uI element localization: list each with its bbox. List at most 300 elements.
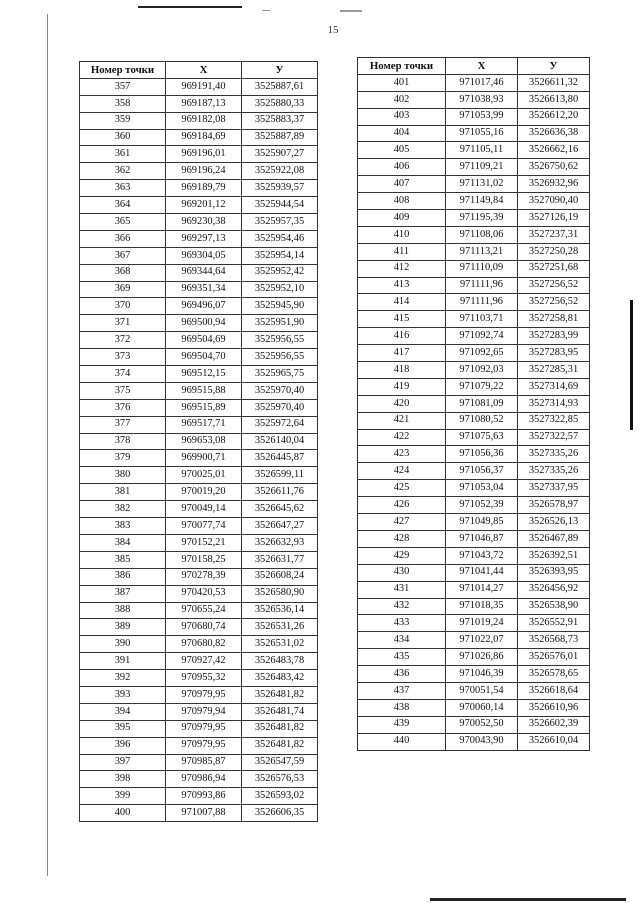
y-coordinate-cell: 3525887,89 — [242, 129, 318, 146]
y-coordinate-cell: 3525880,33 — [242, 95, 318, 112]
table-row — [358, 395, 590, 412]
y-coordinate-cell: 3527258,81 — [518, 311, 590, 328]
point-number-cell: 365 — [80, 214, 166, 231]
table-row — [358, 210, 590, 227]
point-number-cell: 390 — [80, 636, 166, 653]
y-coordinate-cell: 3526392,51 — [518, 547, 590, 564]
x-coordinate-cell: 971052,39 — [446, 497, 518, 514]
point-number-cell: 436 — [358, 666, 446, 683]
y-coordinate-cell: 3526606,35 — [242, 805, 318, 822]
point-number-cell: 430 — [358, 564, 446, 581]
point-number-cell: 368 — [80, 264, 166, 281]
y-coordinate-cell: 3527090,40 — [518, 193, 590, 210]
table-row — [80, 737, 318, 754]
table-row — [358, 193, 590, 210]
point-number-cell: 373 — [80, 349, 166, 366]
table-row — [358, 412, 590, 429]
y-coordinate-cell: 3526632,93 — [242, 534, 318, 551]
x-coordinate-cell: 971195,39 — [446, 210, 518, 227]
y-coordinate-cell: 3525944,54 — [242, 197, 318, 214]
y-coordinate-cell: 3526578,97 — [518, 497, 590, 514]
table-row — [80, 129, 318, 146]
x-coordinate-cell: 970049,14 — [166, 501, 242, 518]
y-coordinate-cell: 3525957,35 — [242, 214, 318, 231]
y-coordinate-cell: 3526536,14 — [242, 602, 318, 619]
x-coordinate-cell: 970158,25 — [166, 551, 242, 568]
scan-speck — [340, 10, 362, 12]
y-coordinate-cell: 3526611,32 — [518, 74, 590, 91]
y-coordinate-cell: 3525956,55 — [242, 349, 318, 366]
column-header-point-number: Номер точки — [80, 62, 166, 79]
x-coordinate-cell: 971026,86 — [446, 649, 518, 666]
table-row — [358, 277, 590, 294]
x-coordinate-cell: 971080,52 — [446, 412, 518, 429]
table-row — [80, 247, 318, 264]
table-row — [80, 720, 318, 737]
point-number-cell: 403 — [358, 108, 446, 125]
x-coordinate-cell: 970986,94 — [166, 771, 242, 788]
y-coordinate-cell: 3525945,90 — [242, 298, 318, 315]
point-number-cell: 394 — [80, 703, 166, 720]
table-row — [80, 146, 318, 163]
point-number-cell: 363 — [80, 180, 166, 197]
point-number-cell: 372 — [80, 332, 166, 349]
point-number-cell: 438 — [358, 699, 446, 716]
table-row — [80, 670, 318, 687]
point-number-cell: 432 — [358, 598, 446, 615]
x-coordinate-cell: 971056,36 — [446, 446, 518, 463]
point-number-cell: 396 — [80, 737, 166, 754]
point-number-cell: 409 — [358, 210, 446, 227]
table-row — [80, 298, 318, 315]
table-row — [358, 91, 590, 108]
column-header-y: У — [518, 58, 590, 75]
table-row — [80, 636, 318, 653]
point-number-cell: 386 — [80, 568, 166, 585]
point-number-cell: 359 — [80, 112, 166, 129]
y-coordinate-cell: 3526578,65 — [518, 666, 590, 683]
table-row — [80, 805, 318, 822]
table-row — [358, 429, 590, 446]
y-coordinate-cell: 3526631,77 — [242, 551, 318, 568]
column-header-x: X — [166, 62, 242, 79]
table-row — [80, 686, 318, 703]
table-row — [80, 264, 318, 281]
x-coordinate-cell: 971108,06 — [446, 226, 518, 243]
y-coordinate-cell: 3525952,42 — [242, 264, 318, 281]
page-number: 15 — [327, 24, 339, 36]
table-row — [80, 197, 318, 214]
point-number-cell: 426 — [358, 497, 446, 514]
point-number-cell: 398 — [80, 771, 166, 788]
table-row — [80, 366, 318, 383]
point-number-cell: 410 — [358, 226, 446, 243]
y-coordinate-cell: 3526481,82 — [242, 686, 318, 703]
point-number-cell: 417 — [358, 345, 446, 362]
table-row — [358, 733, 590, 750]
table-row — [358, 699, 590, 716]
column-header-x: X — [446, 58, 518, 75]
y-coordinate-cell: 3526645,62 — [242, 501, 318, 518]
point-number-cell: 439 — [358, 716, 446, 733]
point-number-cell: 419 — [358, 378, 446, 395]
x-coordinate-cell: 969512,15 — [166, 366, 242, 383]
x-coordinate-cell: 971046,39 — [446, 666, 518, 683]
table-row — [358, 108, 590, 125]
table-row — [358, 446, 590, 463]
point-number-cell: 395 — [80, 720, 166, 737]
point-number-cell: 367 — [80, 247, 166, 264]
x-coordinate-cell: 971049,85 — [446, 514, 518, 531]
y-coordinate-cell: 3526613,80 — [518, 91, 590, 108]
point-number-cell: 405 — [358, 142, 446, 159]
table-row — [80, 416, 318, 433]
table-row — [358, 378, 590, 395]
x-coordinate-cell: 969304,05 — [166, 247, 242, 264]
y-coordinate-cell: 3527256,52 — [518, 277, 590, 294]
table-row — [80, 467, 318, 484]
scan-right-edge-bar — [630, 300, 633, 430]
y-coordinate-cell: 3526481,82 — [242, 737, 318, 754]
x-coordinate-cell: 971111,96 — [446, 277, 518, 294]
x-coordinate-cell: 969900,71 — [166, 450, 242, 467]
x-coordinate-cell: 969500,94 — [166, 315, 242, 332]
point-number-cell: 408 — [358, 193, 446, 210]
x-coordinate-cell: 970025,01 — [166, 467, 242, 484]
x-coordinate-cell: 971018,35 — [446, 598, 518, 615]
point-number-cell: 397 — [80, 754, 166, 771]
y-coordinate-cell: 3527335,26 — [518, 446, 590, 463]
table-row — [358, 497, 590, 514]
scan-top-rule — [138, 6, 242, 8]
y-coordinate-cell: 3525887,61 — [242, 78, 318, 95]
x-coordinate-cell: 971038,93 — [446, 91, 518, 108]
x-coordinate-cell: 969517,71 — [166, 416, 242, 433]
table-row — [358, 649, 590, 666]
x-coordinate-cell: 969230,38 — [166, 214, 242, 231]
x-coordinate-cell: 969504,70 — [166, 349, 242, 366]
table-row — [358, 142, 590, 159]
y-coordinate-cell: 3527314,69 — [518, 378, 590, 395]
table-row — [80, 501, 318, 518]
x-coordinate-cell: 969297,13 — [166, 230, 242, 247]
point-number-cell: 378 — [80, 433, 166, 450]
table-row — [358, 581, 590, 598]
x-coordinate-cell: 969515,88 — [166, 382, 242, 399]
x-coordinate-cell: 969351,34 — [166, 281, 242, 298]
table-row — [80, 585, 318, 602]
x-coordinate-cell: 971103,71 — [446, 311, 518, 328]
y-coordinate-cell: 3526445,87 — [242, 450, 318, 467]
y-coordinate-cell: 3525970,40 — [242, 382, 318, 399]
y-coordinate-cell: 3526467,89 — [518, 530, 590, 547]
x-coordinate-cell: 969189,79 — [166, 180, 242, 197]
y-coordinate-cell: 3527250,28 — [518, 243, 590, 260]
x-coordinate-cell: 970680,74 — [166, 619, 242, 636]
table-row — [358, 311, 590, 328]
point-number-cell: 423 — [358, 446, 446, 463]
y-coordinate-cell: 3525939,57 — [242, 180, 318, 197]
x-coordinate-cell: 970655,24 — [166, 602, 242, 619]
point-number-cell: 440 — [358, 733, 446, 750]
x-coordinate-cell: 970979,95 — [166, 737, 242, 754]
x-coordinate-cell: 971053,99 — [446, 108, 518, 125]
point-number-cell: 379 — [80, 450, 166, 467]
table-body-right — [358, 74, 590, 750]
table-row — [80, 450, 318, 467]
table-row — [358, 632, 590, 649]
y-coordinate-cell: 3526552,91 — [518, 615, 590, 632]
table-row — [80, 95, 318, 112]
y-coordinate-cell: 3526538,90 — [518, 598, 590, 615]
x-coordinate-cell: 971043,72 — [446, 547, 518, 564]
point-number-cell: 414 — [358, 294, 446, 311]
x-coordinate-cell: 971092,65 — [446, 345, 518, 362]
table-header-row — [80, 62, 318, 79]
point-number-cell: 401 — [358, 74, 446, 91]
y-coordinate-cell: 3525952,10 — [242, 281, 318, 298]
y-coordinate-cell: 3526612,20 — [518, 108, 590, 125]
x-coordinate-cell: 971109,21 — [446, 159, 518, 176]
y-coordinate-cell: 3527126,19 — [518, 210, 590, 227]
table-row — [80, 180, 318, 197]
point-number-cell: 413 — [358, 277, 446, 294]
point-number-cell: 366 — [80, 230, 166, 247]
y-coordinate-cell: 3526932,96 — [518, 176, 590, 193]
column-header-y: У — [242, 62, 318, 79]
x-coordinate-cell: 971055,16 — [446, 125, 518, 142]
point-number-cell: 362 — [80, 163, 166, 180]
y-coordinate-cell: 3526576,01 — [518, 649, 590, 666]
point-number-cell: 384 — [80, 534, 166, 551]
table-row — [80, 163, 318, 180]
y-coordinate-cell: 3525970,40 — [242, 399, 318, 416]
x-coordinate-cell: 970927,42 — [166, 653, 242, 670]
table-row — [358, 480, 590, 497]
table-row — [358, 226, 590, 243]
y-coordinate-cell: 3525954,14 — [242, 247, 318, 264]
x-coordinate-cell: 970051,54 — [446, 682, 518, 699]
point-number-cell: 428 — [358, 530, 446, 547]
y-coordinate-cell: 3527337,95 — [518, 480, 590, 497]
y-coordinate-cell: 3527283,95 — [518, 345, 590, 362]
y-coordinate-cell: 3525951,90 — [242, 315, 318, 332]
y-coordinate-cell: 3527251,68 — [518, 260, 590, 277]
point-number-cell: 399 — [80, 788, 166, 805]
point-number-cell: 364 — [80, 197, 166, 214]
table-row — [358, 716, 590, 733]
point-number-cell: 375 — [80, 382, 166, 399]
table-row — [358, 682, 590, 699]
table-row — [80, 551, 318, 568]
table-row — [358, 463, 590, 480]
table-row — [358, 615, 590, 632]
point-number-cell: 406 — [358, 159, 446, 176]
x-coordinate-cell: 970955,32 — [166, 670, 242, 687]
point-number-cell: 385 — [80, 551, 166, 568]
x-coordinate-cell: 970985,87 — [166, 754, 242, 771]
y-coordinate-cell: 3526593,02 — [242, 788, 318, 805]
table-row — [80, 281, 318, 298]
x-coordinate-cell: 971019,24 — [446, 615, 518, 632]
point-number-cell: 389 — [80, 619, 166, 636]
x-coordinate-cell: 969504,69 — [166, 332, 242, 349]
column-header-point-number: Номер точки — [358, 58, 446, 75]
table-body-left — [80, 78, 318, 821]
x-coordinate-cell: 971017,46 — [446, 74, 518, 91]
table-row — [358, 564, 590, 581]
x-coordinate-cell: 970077,74 — [166, 518, 242, 535]
x-coordinate-cell: 971053,04 — [446, 480, 518, 497]
x-coordinate-cell: 969496,07 — [166, 298, 242, 315]
point-number-cell: 358 — [80, 95, 166, 112]
y-coordinate-cell: 3527285,31 — [518, 362, 590, 379]
x-coordinate-cell: 969515,89 — [166, 399, 242, 416]
table-row — [80, 78, 318, 95]
table-row — [80, 602, 318, 619]
y-coordinate-cell: 3526608,24 — [242, 568, 318, 585]
point-number-cell: 392 — [80, 670, 166, 687]
point-number-cell: 381 — [80, 484, 166, 501]
y-coordinate-cell: 3526481,82 — [242, 720, 318, 737]
point-number-cell: 402 — [358, 91, 446, 108]
x-coordinate-cell: 970043,90 — [446, 733, 518, 750]
point-number-cell: 422 — [358, 429, 446, 446]
table-row — [80, 788, 318, 805]
table-row — [80, 230, 318, 247]
table-row — [358, 74, 590, 91]
point-number-cell: 407 — [358, 176, 446, 193]
table-row — [80, 332, 318, 349]
y-coordinate-cell: 3526636,38 — [518, 125, 590, 142]
table-row — [80, 349, 318, 366]
y-coordinate-cell: 3526599,11 — [242, 467, 318, 484]
y-coordinate-cell: 3527335,26 — [518, 463, 590, 480]
y-coordinate-cell: 3525972,64 — [242, 416, 318, 433]
x-coordinate-cell: 970979,95 — [166, 686, 242, 703]
table-row — [358, 243, 590, 260]
x-coordinate-cell: 970060,14 — [446, 699, 518, 716]
y-coordinate-cell: 3526483,78 — [242, 653, 318, 670]
table-row — [80, 112, 318, 129]
x-coordinate-cell: 969196,24 — [166, 163, 242, 180]
point-number-cell: 437 — [358, 682, 446, 699]
y-coordinate-cell: 3527237,31 — [518, 226, 590, 243]
table-row — [358, 176, 590, 193]
point-number-cell: 374 — [80, 366, 166, 383]
point-number-cell: 415 — [358, 311, 446, 328]
point-number-cell: 412 — [358, 260, 446, 277]
y-coordinate-cell: 3525907,27 — [242, 146, 318, 163]
y-coordinate-cell: 3527256,52 — [518, 294, 590, 311]
point-number-cell: 400 — [80, 805, 166, 822]
x-coordinate-cell: 969187,13 — [166, 95, 242, 112]
table-row — [80, 653, 318, 670]
table-row — [80, 619, 318, 636]
y-coordinate-cell: 3526647,27 — [242, 518, 318, 535]
y-coordinate-cell: 3526750,62 — [518, 159, 590, 176]
table-row — [80, 484, 318, 501]
point-number-cell: 377 — [80, 416, 166, 433]
x-coordinate-cell: 971075,63 — [446, 429, 518, 446]
x-coordinate-cell: 969191,40 — [166, 78, 242, 95]
coordinates-table-right — [357, 57, 590, 751]
y-coordinate-cell: 3526483,42 — [242, 670, 318, 687]
x-coordinate-cell: 969184,69 — [166, 129, 242, 146]
point-number-cell: 429 — [358, 547, 446, 564]
table-row — [80, 433, 318, 450]
x-coordinate-cell: 971110,09 — [446, 260, 518, 277]
x-coordinate-cell: 971022,07 — [446, 632, 518, 649]
table-row — [358, 666, 590, 683]
table-row — [80, 534, 318, 551]
point-number-cell: 383 — [80, 518, 166, 535]
y-coordinate-cell: 3525956,55 — [242, 332, 318, 349]
x-coordinate-cell: 971081,09 — [446, 395, 518, 412]
y-coordinate-cell: 3526531,26 — [242, 619, 318, 636]
x-coordinate-cell: 970152,21 — [166, 534, 242, 551]
x-coordinate-cell: 969344,64 — [166, 264, 242, 281]
y-coordinate-cell: 3526610,96 — [518, 699, 590, 716]
x-coordinate-cell: 971131,02 — [446, 176, 518, 193]
y-coordinate-cell: 3525922,08 — [242, 163, 318, 180]
table-row — [358, 159, 590, 176]
table-row — [80, 518, 318, 535]
table-row — [358, 328, 590, 345]
point-number-cell: 433 — [358, 615, 446, 632]
table-row — [358, 294, 590, 311]
x-coordinate-cell: 971056,37 — [446, 463, 518, 480]
table-row — [358, 345, 590, 362]
x-coordinate-cell: 970680,82 — [166, 636, 242, 653]
point-number-cell: 369 — [80, 281, 166, 298]
x-coordinate-cell: 971041,44 — [446, 564, 518, 581]
y-coordinate-cell: 3525965,75 — [242, 366, 318, 383]
point-number-cell: 425 — [358, 480, 446, 497]
point-number-cell: 434 — [358, 632, 446, 649]
point-number-cell: 371 — [80, 315, 166, 332]
point-number-cell: 421 — [358, 412, 446, 429]
table-row — [80, 214, 318, 231]
point-number-cell: 424 — [358, 463, 446, 480]
y-coordinate-cell: 3527322,57 — [518, 429, 590, 446]
point-number-cell: 357 — [80, 78, 166, 95]
point-number-cell: 380 — [80, 467, 166, 484]
table-row — [80, 382, 318, 399]
point-number-cell: 376 — [80, 399, 166, 416]
table-row — [80, 568, 318, 585]
x-coordinate-cell: 970278,39 — [166, 568, 242, 585]
x-coordinate-cell: 969201,12 — [166, 197, 242, 214]
y-coordinate-cell: 3525883,37 — [242, 112, 318, 129]
y-coordinate-cell: 3526611,76 — [242, 484, 318, 501]
x-coordinate-cell: 970019,20 — [166, 484, 242, 501]
y-coordinate-cell: 3526481,74 — [242, 703, 318, 720]
point-number-cell: 361 — [80, 146, 166, 163]
y-coordinate-cell: 3526568,73 — [518, 632, 590, 649]
point-number-cell: 416 — [358, 328, 446, 345]
x-coordinate-cell: 969196,01 — [166, 146, 242, 163]
point-number-cell: 360 — [80, 129, 166, 146]
point-number-cell: 370 — [80, 298, 166, 315]
table-row — [358, 260, 590, 277]
y-coordinate-cell: 3526618,64 — [518, 682, 590, 699]
x-coordinate-cell: 971105,11 — [446, 142, 518, 159]
x-coordinate-cell: 970979,94 — [166, 703, 242, 720]
x-coordinate-cell: 969182,08 — [166, 112, 242, 129]
y-coordinate-cell: 3526580,90 — [242, 585, 318, 602]
table-row — [358, 598, 590, 615]
